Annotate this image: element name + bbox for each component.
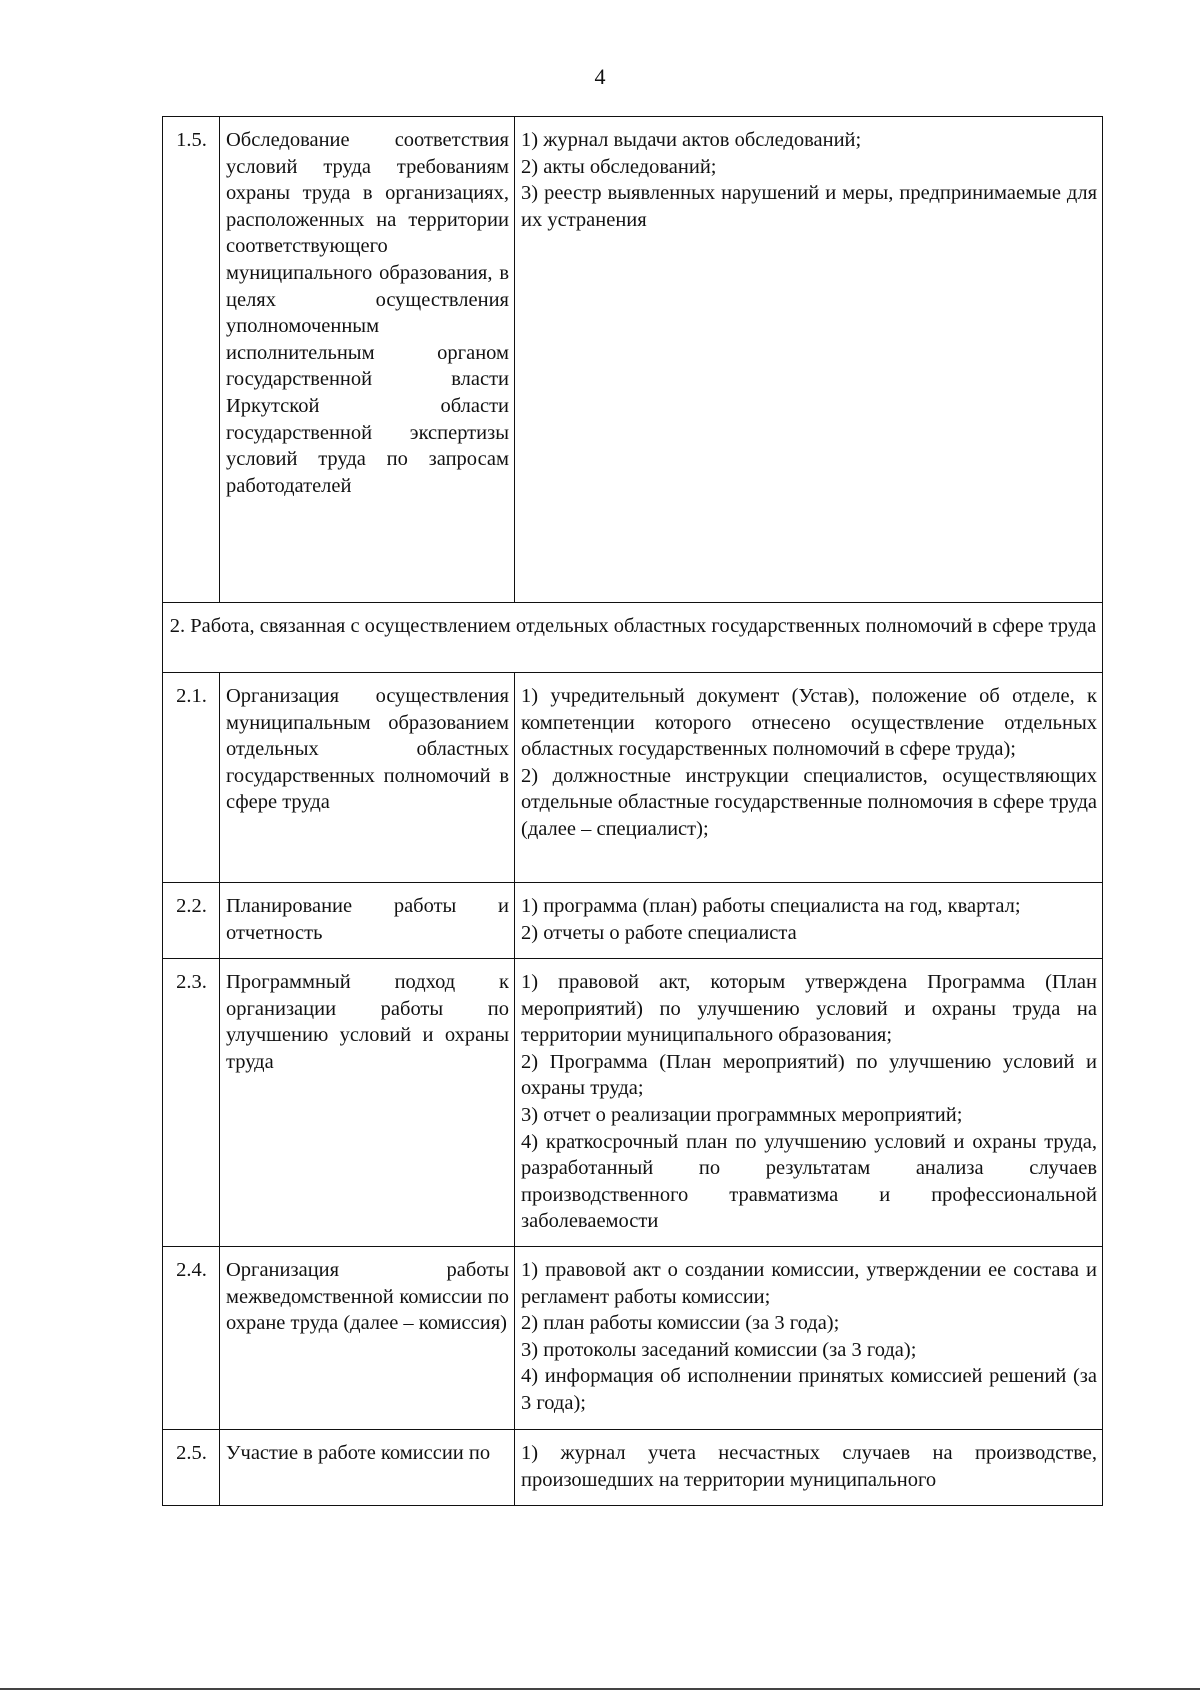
document-item: 1) журнал учета несчастных случаев на производстве, произошедших на территории муниципального — [521, 1442, 1097, 1491]
documents-list — [515, 673, 1103, 883]
activity-name: Участие в работе комиссии по — [220, 1430, 515, 1506]
document-item: 4) информация об исполнении принятых комиссией решений (за 3 года); — [521, 1365, 1097, 1414]
activity-name: Организация осуществления муниципальным образованием отдельных областных государственных полномочий в сфере труда — [220, 673, 515, 883]
table-row — [163, 1247, 1103, 1430]
requirements-table — [162, 116, 1103, 1506]
row-number: 2.2. — [163, 883, 220, 959]
document-item: 3) протоколы заседаний комиссии (за 3 года); — [521, 1338, 917, 1361]
documents-list — [515, 959, 1103, 1247]
section-title: 2. Работа, связанная с осуществлением отдельных областных государственных полномочий в сфере труда — [163, 603, 1103, 673]
document-item: 1) правовой акт, которым утверждена Программа (План мероприятий) по улучшению условий и охраны труда на территории муниципального образования; — [521, 971, 1097, 1047]
documents-list — [515, 117, 1103, 603]
document-item: 2) должностные инструкции специалистов, осуществляющих отдельные областные государственные полномочия в сфере труда (далее – специалист); — [521, 764, 1097, 840]
document-item: 2) Программа (План мероприятий) по улучшению условий и охраны труда; — [521, 1050, 1097, 1100]
page-number: 4 — [594, 64, 606, 89]
documents-list — [515, 1430, 1103, 1506]
document-item: 2) акты обследований; — [521, 155, 717, 178]
table-row — [163, 883, 1103, 959]
row-number: 1.5. — [163, 117, 220, 603]
row-number: 2.1. — [163, 673, 220, 883]
row-number: 2.5. — [163, 1430, 220, 1506]
document-item: 2) отчеты о работе специалиста — [521, 921, 797, 944]
activity-name: Программный подход к организации работы по улучшению условий и охраны труда — [220, 959, 515, 1247]
activity-name: Планирование работы и отчетность — [220, 883, 515, 959]
row-number: 2.4. — [163, 1247, 220, 1430]
table-row — [163, 1430, 1103, 1506]
documents-list — [515, 883, 1103, 959]
table-row — [163, 117, 1103, 603]
table-row — [163, 673, 1103, 883]
page-bottom-edge — [0, 1688, 1200, 1690]
table-row — [163, 959, 1103, 1247]
document-item: 2) план работы комиссии (за 3 года); — [521, 1312, 840, 1335]
document-item: 1) программа (план) работы специалиста на год, квартал; — [521, 895, 1021, 917]
document-item: 3) отчет о реализации программных мероприятий; — [521, 1103, 963, 1126]
row-number: 2.3. — [163, 959, 220, 1247]
activity-name: Организация работы межведомственной комиссии по охране труда (далее – комиссия) — [220, 1247, 515, 1430]
activity-name: Обследование соответствия условий труда требованиям охраны труда в организациях, расположенных на территории соответствующего муниципального образования, в целях осуществления уполномоченным исполнительным органом государственной власти Иркутской области государственной экспертизы условий труда по запросам работодателей — [220, 117, 515, 603]
documents-list — [515, 1247, 1103, 1430]
document-item: 4) краткосрочный план по улучшению условий и охраны труда, разработанный по результатам анализа случаев производственного травматизма и профессиональной заболеваемости — [521, 1130, 1097, 1233]
document-item: 1) учредительный документ (Устав), положение об отделе, к компетенции которого отнесено осуществление отдельных областных государственных полномочий в сфере труда); — [521, 685, 1097, 761]
document-item: 1) правовой акт о создании комиссии, утверждении ее состава и регламент работы комиссии; — [521, 1259, 1097, 1308]
document-item: 3) реестр выявленных нарушений и меры, предпринимаемые для их устранения — [521, 182, 1097, 231]
document-item: 1) журнал выдачи актов обследований; — [521, 129, 862, 151]
section-header-row — [163, 603, 1103, 673]
